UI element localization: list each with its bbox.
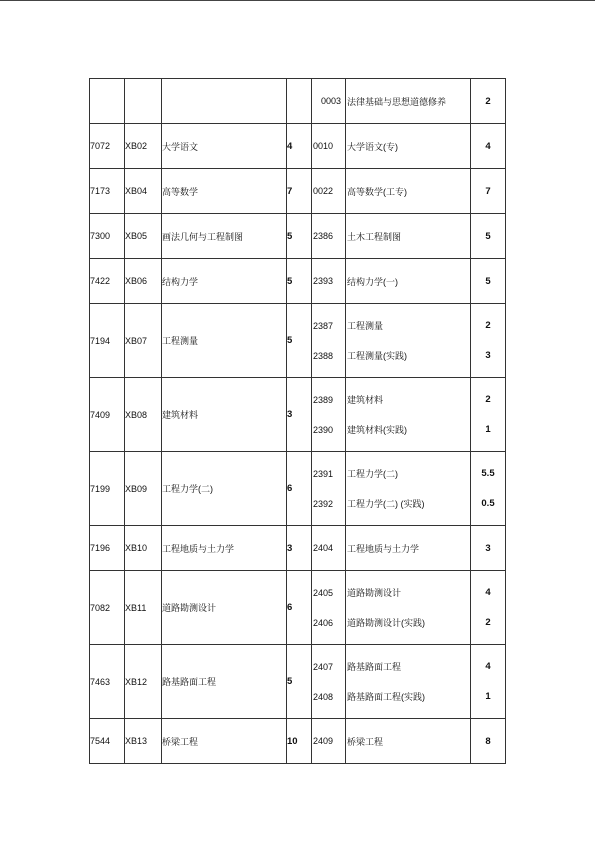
exam-name-cell [346,526,471,571]
exam-code: 2390 [313,424,334,435]
course-id: XB10 [125,526,162,571]
exam-code: 2391 [313,468,334,479]
exam-name: 结构力学(一) [347,276,398,287]
course-credits: 5 [287,214,312,259]
exam-code-cell [312,304,346,378]
exam-credits: 1 [485,691,491,702]
exam-code: 2386 [313,231,334,241]
course-id: XB04 [125,169,162,214]
exam-name: 工程力学(二) [347,469,398,479]
course-id: XB08 [125,378,162,452]
exam-code: 2392 [313,498,334,509]
course-name: 工程力学(二) [162,452,287,526]
exam-credits-cell [471,124,506,169]
exam-credits: 5 [485,230,491,242]
course-credits: 5 [287,645,312,719]
course-name: 路基路面工程 [162,645,287,719]
exam-code-cell [312,526,346,571]
course-code: 7194 [90,304,125,378]
exam-name: 工程测量 [347,321,384,331]
exam-code-cell [312,378,346,452]
exam-name: 工程地质与土力学 [347,543,420,554]
exam-code-cell [312,452,346,526]
exam-name: 路基路面工程 [347,662,402,672]
course-credits: 5 [287,259,312,304]
exam-credits-cell [471,214,506,259]
exam-code-cell [312,214,346,259]
course-table [89,78,506,764]
exam-credits-cell [471,259,506,304]
course-code: 7544 [90,719,125,764]
exam-code: 2408 [313,691,334,702]
course-credits [287,79,312,124]
course-name [162,79,287,124]
exam-credits: 2 [485,394,491,405]
course-name: 建筑材料 [162,378,287,452]
exam-credits: 7 [485,185,491,197]
course-id: XB07 [125,304,162,378]
course-name: 工程地质与土力学 [162,526,287,571]
exam-credits-cell [471,645,506,719]
course-credits: 5 [287,304,312,378]
exam-code-cell [312,719,346,764]
course-name: 桥梁工程 [162,719,287,764]
exam-credits-cell [471,169,506,214]
exam-name: 大学语文(专) [347,141,398,152]
course-code: 7072 [90,124,125,169]
course-name: 道路勘测设计 [162,571,287,645]
exam-name: 工程力学(二) (实践) [347,499,425,509]
exam-code: 2388 [313,350,334,361]
table-row [90,304,506,378]
exam-code: 2404 [313,543,334,553]
exam-name-cell [346,124,471,169]
exam-credits-cell [471,378,506,452]
exam-credits: 5.5 [481,468,495,479]
exam-name-cell [346,378,471,452]
exam-code: 0010 [313,141,334,151]
course-id: XB12 [125,645,162,719]
exam-credits: 3 [485,542,491,554]
course-id: XB06 [125,259,162,304]
table-row [90,452,506,526]
exam-name: 建筑材料(实践) [347,425,407,435]
course-id: XB09 [125,452,162,526]
exam-name: 法律基础与思想道德修养 [347,96,447,107]
table-row [90,169,506,214]
course-code: 7082 [90,571,125,645]
exam-credits: 5 [485,275,491,287]
course-credits: 3 [287,526,312,571]
exam-name: 建筑材料 [347,395,384,405]
exam-name-cell [346,645,471,719]
exam-name: 道路勘测设计(实践) [347,618,425,628]
exam-name: 道路勘测设计 [347,588,402,598]
course-code: 7463 [90,645,125,719]
table-row [90,259,506,304]
exam-name-cell [346,304,471,378]
course-credits: 3 [287,378,312,452]
exam-credits-cell [471,452,506,526]
course-id: XB02 [125,124,162,169]
exam-code-cell [312,571,346,645]
course-code: 7300 [90,214,125,259]
exam-credits: 2 [485,617,491,628]
exam-name: 土木工程制图 [347,231,402,242]
course-id: XB13 [125,719,162,764]
course-credits: 4 [287,124,312,169]
exam-code-cell [312,169,346,214]
exam-name-cell [346,719,471,764]
exam-credits: 2 [485,95,491,107]
exam-name: 桥梁工程 [347,736,384,747]
exam-code-cell [312,124,346,169]
exam-credits-cell [471,719,506,764]
exam-code-cell [312,79,346,124]
exam-name-cell [346,259,471,304]
table-row [90,645,506,719]
exam-code-cell [312,645,346,719]
exam-credits-cell [471,526,506,571]
exam-credits: 4 [485,661,491,672]
course-credits: 6 [287,452,312,526]
course-credits: 10 [287,719,312,764]
exam-name-cell [346,214,471,259]
course-credits: 7 [287,169,312,214]
table-row [90,214,506,259]
table-row [90,571,506,645]
exam-credits-cell [471,79,506,124]
exam-code: 2405 [313,587,334,598]
exam-name-cell [346,452,471,526]
course-credits: 6 [287,571,312,645]
course-code: 7199 [90,452,125,526]
course-name: 画法几何与工程制图 [162,214,287,259]
exam-credits: 4 [485,140,491,152]
exam-code: 0003 [320,96,341,106]
course-name: 大学语文 [162,124,287,169]
exam-credits-cell [471,571,506,645]
exam-code: 2406 [313,617,334,628]
exam-credits: 1 [485,424,491,435]
course-name: 高等数学 [162,169,287,214]
course-id [125,79,162,124]
course-name: 结构力学 [162,259,287,304]
course-code [90,79,125,124]
exam-code: 0022 [313,186,334,196]
course-code: 7422 [90,259,125,304]
exam-name-cell [346,571,471,645]
exam-credits: 4 [485,587,491,598]
course-code: 7409 [90,378,125,452]
course-code: 7196 [90,526,125,571]
exam-credits: 0.5 [481,498,495,509]
course-code: 7173 [90,169,125,214]
exam-code: 2387 [313,320,334,331]
exam-code: 2389 [313,394,334,405]
exam-credits-cell [471,304,506,378]
exam-code-cell [312,259,346,304]
exam-credits: 2 [485,320,491,331]
table-row [90,526,506,571]
top-rule [0,0,595,1]
exam-name: 工程测量(实践) [347,351,407,361]
exam-name-cell [346,169,471,214]
exam-code: 2409 [313,736,334,746]
course-id: XB11 [125,571,162,645]
exam-name: 路基路面工程(实践) [347,692,425,702]
table-row [90,378,506,452]
exam-name: 高等数学(工专) [347,186,407,197]
course-id: XB05 [125,214,162,259]
exam-code: 2407 [313,661,334,672]
table-row [90,79,506,124]
exam-credits: 8 [485,735,491,747]
exam-code: 2393 [313,276,334,286]
exam-name-cell [346,79,471,124]
course-name: 工程测量 [162,304,287,378]
table-row [90,124,506,169]
table-row [90,719,506,764]
exam-credits: 3 [485,350,491,361]
